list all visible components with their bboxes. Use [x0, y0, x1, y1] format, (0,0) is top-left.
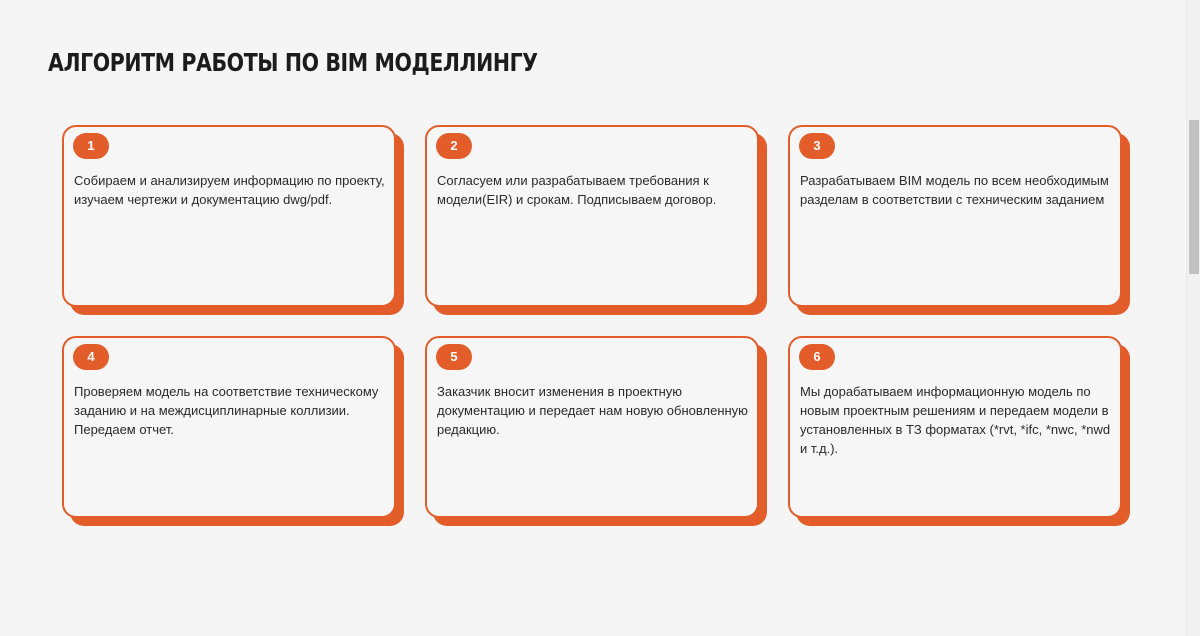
step-description: Проверяем модель на соответствие техническому заданию и на междисциплинарные коллизии. Передаем отчет.	[74, 384, 379, 437]
step-description: Собираем и анализируем информацию по проекту, изучаем чертежи и документацию dwg/pdf.	[74, 173, 385, 207]
step-card-1	[62, 125, 396, 307]
step-description: Заказчик вносит изменения в проектную документацию и передает нам новую обновленную редакцию.	[437, 384, 748, 437]
step-number-badge: 4	[73, 344, 109, 370]
step-card-3	[788, 125, 1122, 307]
vertical-scrollbar[interactable]	[1186, 0, 1200, 636]
steps-grid	[62, 125, 1130, 527]
step-description: Разрабатываем BIM модель по всем необходимым разделам в соответствии с техническим заданием	[800, 173, 1109, 207]
step-number-badge: 5	[436, 344, 472, 370]
step-number-badge: 2	[436, 133, 472, 159]
card-face	[425, 125, 759, 307]
step-card-6	[788, 336, 1122, 518]
step-number-badge: 6	[799, 344, 835, 370]
step-description: Согласуем или разрабатываем требования к модели(EIR) и срокам. Подписываем договор.	[437, 173, 717, 207]
scrollbar-thumb[interactable]	[1189, 120, 1199, 274]
step-card-5	[425, 336, 759, 518]
step-number-badge: 1	[73, 133, 109, 159]
step-card-4	[62, 336, 396, 518]
card-face	[788, 125, 1122, 307]
step-card-2	[425, 125, 759, 307]
card-face	[62, 336, 396, 518]
page-title: АЛГОРИТМ РАБОТЫ ПО BIM МОДЕЛЛИНГУ	[48, 48, 538, 77]
step-description: Мы дорабатываем информационную модель по новым проектным решениям и передаем модели в установленных в ТЗ форматах (*rvt, *ifc, *nwc, *nwd и т.д.).	[800, 384, 1111, 456]
step-number-badge: 3	[799, 133, 835, 159]
card-face	[62, 125, 396, 307]
card-face	[788, 336, 1122, 518]
card-face	[425, 336, 759, 518]
